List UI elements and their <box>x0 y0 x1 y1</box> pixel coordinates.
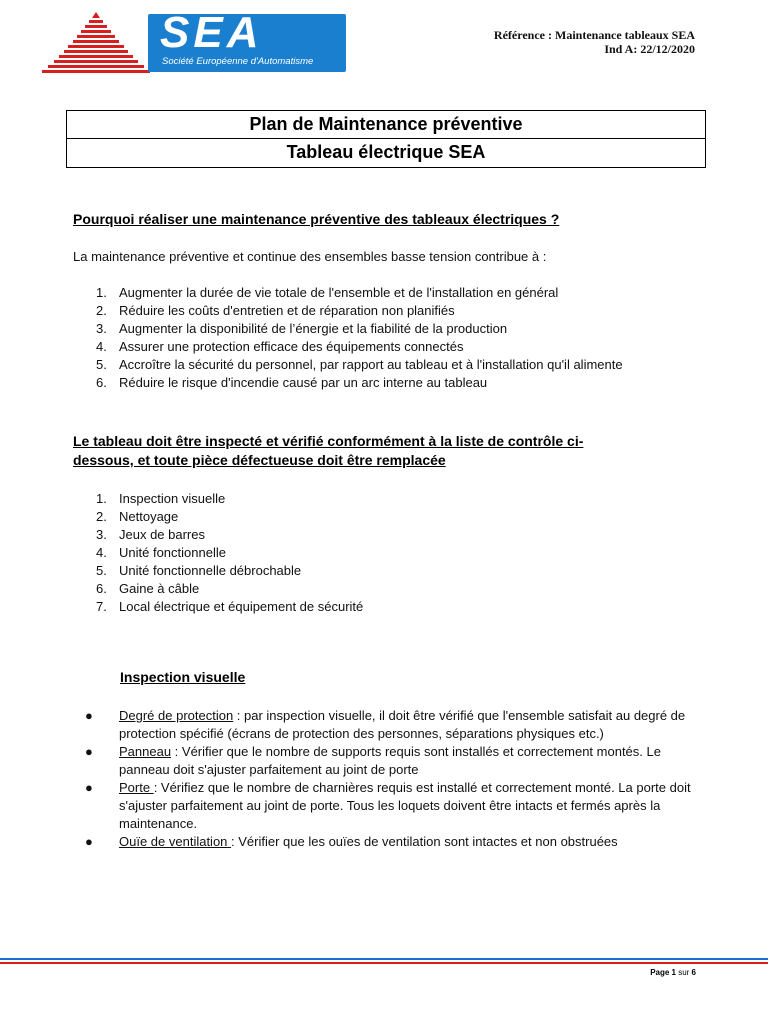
list-item: 2. Réduire les coûts d'entretien et de réparation non planifiés <box>96 303 455 318</box>
section-heading-inspection: Inspection visuelle <box>120 669 246 685</box>
company-logo <box>148 14 346 72</box>
footer-divider-blue <box>0 958 768 960</box>
reference-text: Référence : Maintenance tableaux SEA <box>493 28 695 42</box>
section-heading-why: Pourquoi réaliser une maintenance préventive des tableaux électriques ? <box>73 211 560 227</box>
list-item: 1. Augmenter la durée de vie totale de l'ensemble et de l'installation en général <box>96 285 559 300</box>
list-item: 7. Local électrique et équipement de sécurité <box>96 599 364 614</box>
bullet-icon: ● <box>85 780 93 795</box>
list-item: 5. Unité fonctionnelle débrochable <box>96 563 302 578</box>
logo-text: SEA <box>160 14 263 57</box>
list-item: 4. Assurer une protection efficace des équipements connectés <box>96 339 464 354</box>
title-table <box>66 110 706 168</box>
bullet-icon: ● <box>85 834 93 849</box>
logo-triangle-icon <box>40 12 152 74</box>
list-item: 3. Jeux de barres <box>96 527 205 542</box>
list-item: ● Ouïe de ventilation : Vérifier que les ouïes de ventilation sont intactes et non obstruées <box>85 834 618 849</box>
list-item: 6. Gaine à câble <box>96 581 200 596</box>
title-line-1: Plan de Maintenance préventive <box>249 114 523 134</box>
list-item: 6. Réduire le risque d'incendie causé par un arc interne au tableau <box>96 375 488 390</box>
list-item: ● Degré de protection : par inspection visuelle, il doit être vérifié que l'ensemble satisfait au degré de protection spécifié (écrans de protection des personnes, séparations physiques etc.) <box>85 708 686 741</box>
benefits-list <box>96 284 623 392</box>
bullet-icon: ● <box>85 708 93 723</box>
section-heading-checklist: Le tableau doit être inspecté et vérifié conformément à la liste de contrôle ci- dessous, et toute pièce défectueuse doit être remplacée <box>73 433 584 468</box>
list-item: 1. Inspection visuelle <box>96 491 226 506</box>
bullet-icon: ● <box>85 744 93 759</box>
list-item: ● Panneau : Vérifier que le nombre de supports requis sont installés et correctement montés. Le panneau doit s'ajuster parfaitement au joint de porte <box>85 744 661 777</box>
list-item: ● Porte : Vérifiez que le nombre de charnières requis est installé et correctement monté. La porte doit s'ajuster parfaitement au joint de porte. Tous les loquets doivent être intacts et fermés après la maintenance. <box>85 780 691 831</box>
page-number: Page 1 sur 6 <box>650 968 696 977</box>
index-date: Ind A: 22/12/2020 <box>604 42 695 56</box>
section-intro: La maintenance préventive et continue des ensembles basse tension contribue à : <box>73 249 547 264</box>
footer-divider-red <box>0 962 768 964</box>
list-item: 5. Accroître la sécurité du personnel, par rapport au tableau et à l'installation qu'il alimente <box>96 357 623 372</box>
document-reference <box>494 28 695 56</box>
checklist <box>96 490 363 616</box>
logo-subtitle: Société Européenne d'Automatisme <box>162 56 314 67</box>
title-line-2: Tableau électrique SEA <box>67 138 705 167</box>
list-item: 4. Unité fonctionnelle <box>96 545 226 560</box>
inspection-bullets <box>85 707 701 851</box>
list-item: 2. Nettoyage <box>96 509 179 524</box>
list-item: 3. Augmenter la disponibilité de l’énergie et la fiabilité de la production <box>96 321 508 336</box>
